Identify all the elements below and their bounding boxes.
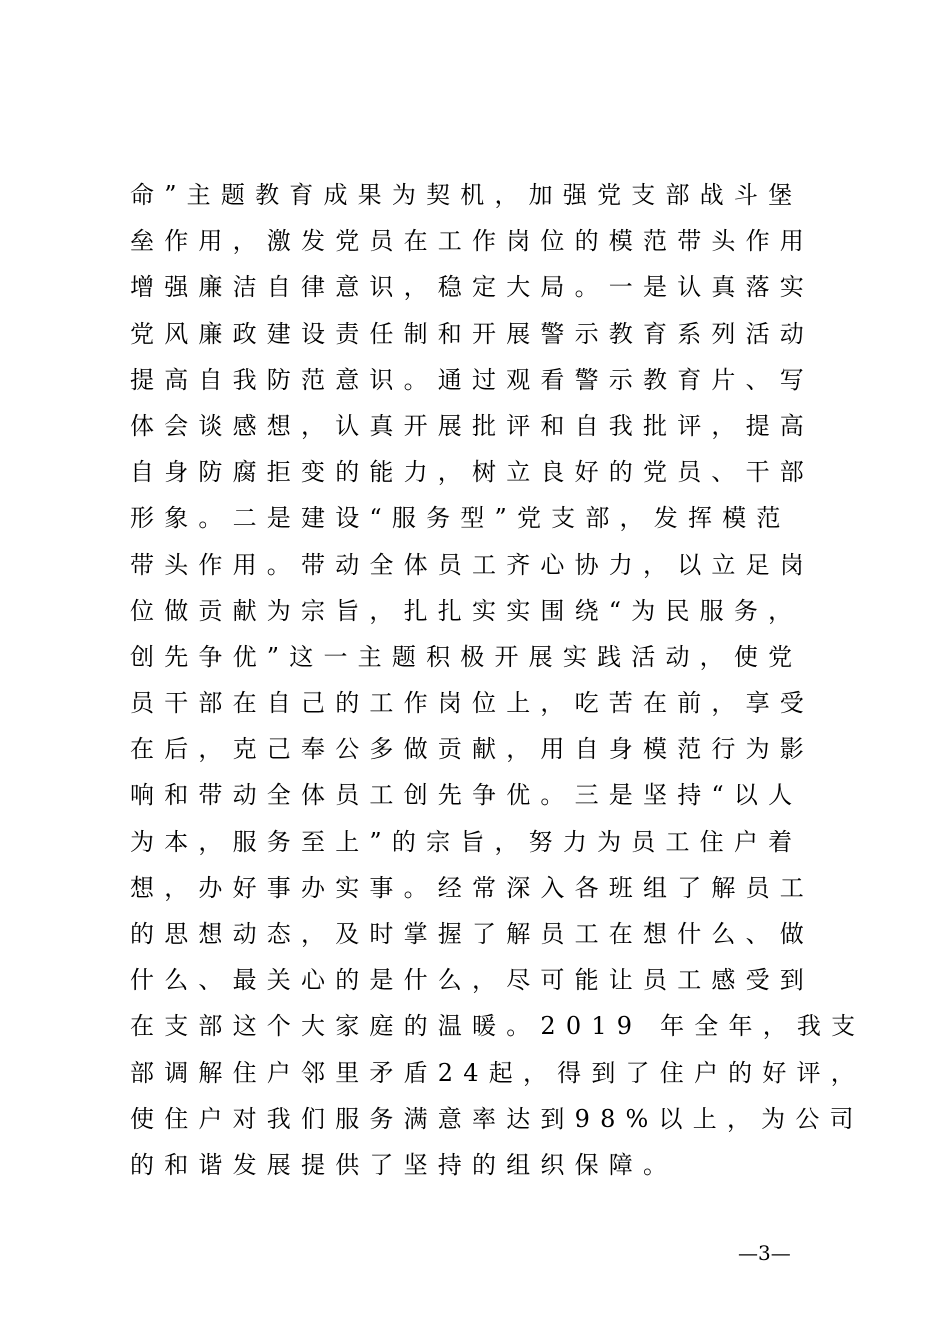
text-line: 创先争优”这一主题积极开展实践活动，使党 [130,642,803,671]
text-line: 使住户对我们服务满意率达到98%以上，为公司 [130,1104,864,1133]
text-line: 部调解住户邻里矛盾24起，得到了住户的好评， [130,1058,865,1087]
text-line: 位做贡献为宗旨，扎扎实实围绕“为民服务， [130,596,803,625]
text-line: 带头作用。带动全体员工齐心协力，以立足岗 [130,550,814,579]
text-line: 响和带动全体员工创先争优。三是坚持“以人 [130,781,803,810]
text-line: 在支部这个大家庭的温暖。2019 年全年，我支 [130,1012,866,1041]
text-line: 增强廉洁自律意识，稳定大局。一是认真落实 [130,273,814,302]
text-line: 什么、最关心的是什么，尽可能让员工感受到 [130,966,814,995]
text-line: 体会谈感想，认真开展批评和自我批评，提高 [130,411,814,440]
text-line: 的和谐发展提供了坚持的组织保障。 [130,1150,678,1179]
text-line: 在后，克己奉公多做贡献，用自身模范行为影 [130,735,814,764]
text-line: 形象。二是建设“服务型”党支部，发挥模范 [130,504,791,533]
body-text [130,172,866,1188]
text-line: 员干部在自己的工作岗位上，吃苦在前，享受 [130,689,814,718]
text-line: 自身防腐拒变的能力，树立良好的党员、干部 [130,458,814,487]
page-number: —3— [738,1241,791,1265]
text-line: 命”主题教育成果为契机，加强党支部战斗堡 [130,181,803,209]
text-line: 为本，服务至上”的宗旨，努力为员工住户着 [130,827,803,856]
text-line: 垒作用，激发党员在工作岗位的模范带头作用 [130,227,814,256]
text-line: 提高自我防范意识。通过观看警示教育片、写 [130,365,814,394]
text-line: 的思想动态，及时掌握了解员工在想什么、做 [130,920,814,948]
text-line: 想，办好事办实事。经常深入各班组了解员工 [130,873,814,902]
text-line: 党风廉政建设责任制和开展警示教育系列活动 [130,319,814,348]
